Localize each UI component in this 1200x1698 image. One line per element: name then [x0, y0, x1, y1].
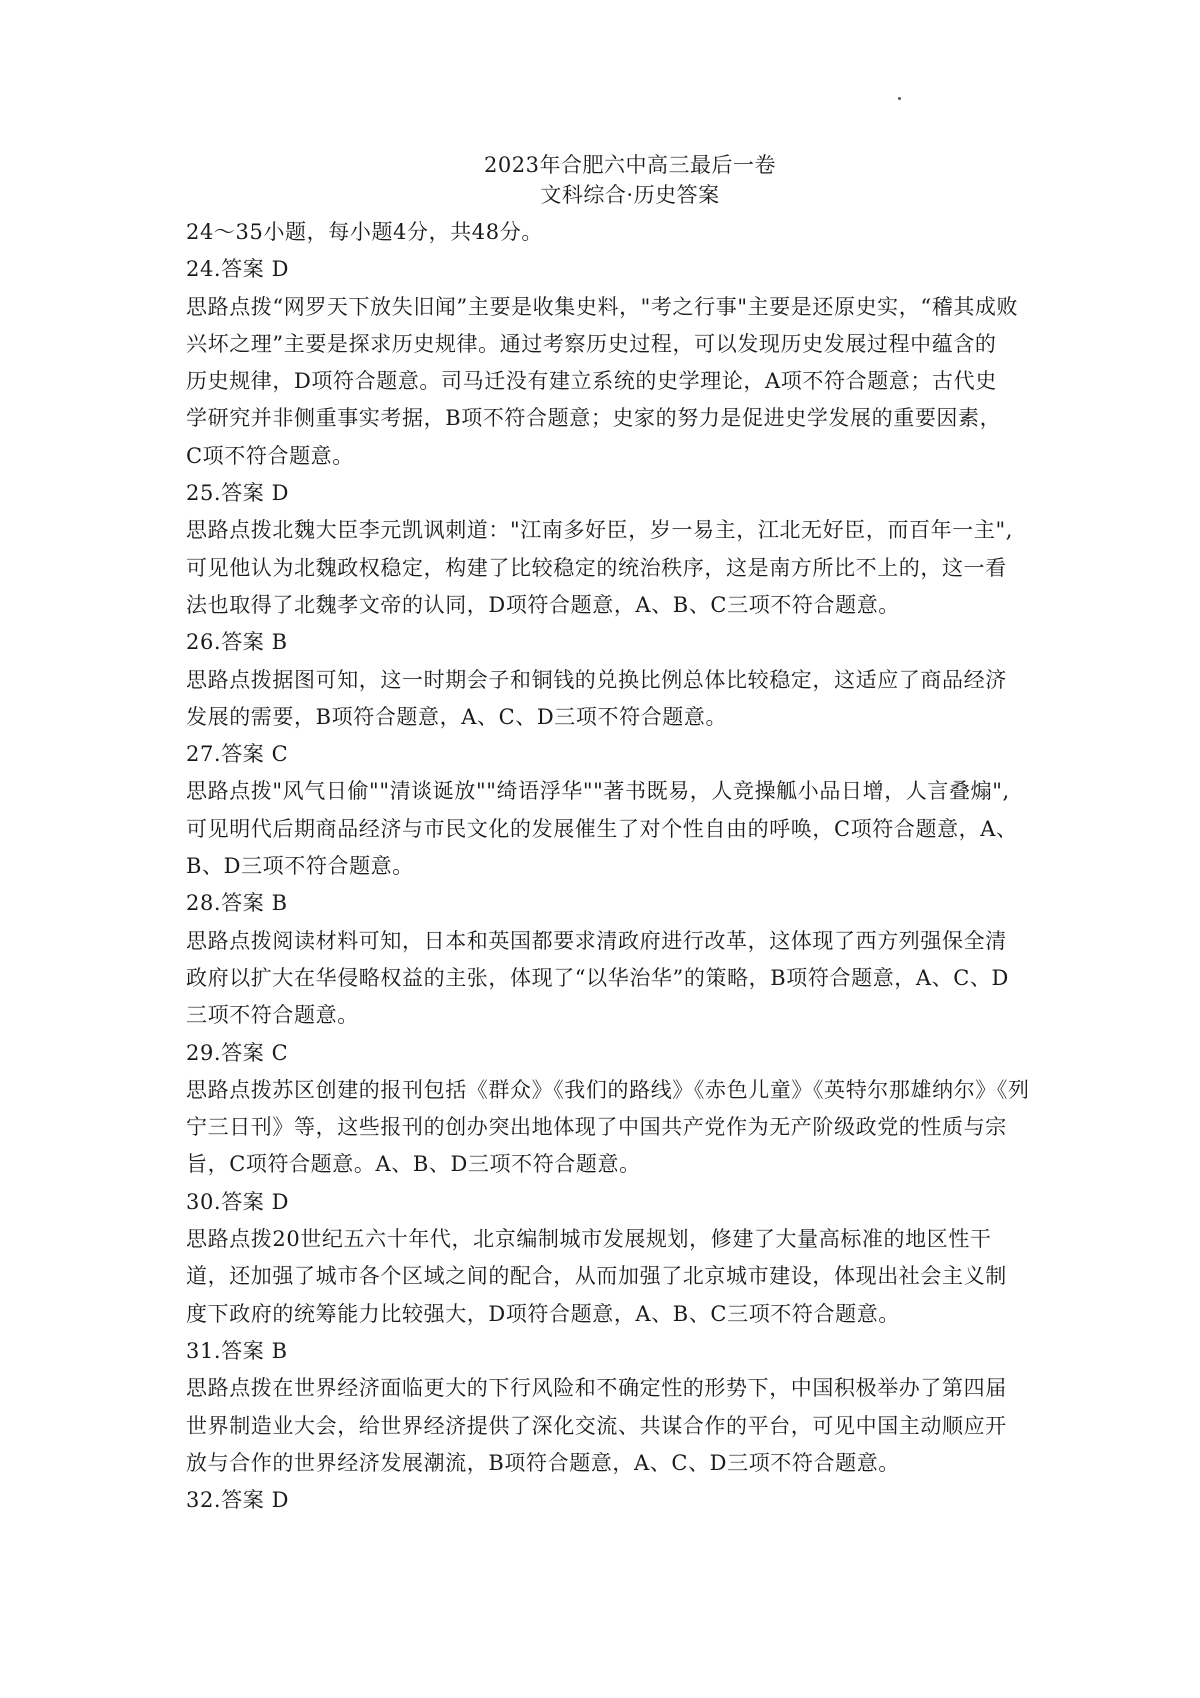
explanation-line: 可见明代后期商品经济与市民文化的发展催生了对个性自由的呼唤，C项符合题意，A、 [186, 816, 1018, 841]
answer-heading: 29.答案 C [186, 1040, 289, 1065]
answer-heading: 26.答案 B [186, 630, 288, 655]
answer-heading: 31.答案 B [186, 1338, 288, 1363]
explanation-line: 思路点拨“网罗天下放失旧闻”主要是收集史料，"考之行事"主要是还原史实，“稽其成败 [186, 294, 1019, 319]
answer-item [186, 251, 1036, 475]
answer-heading: 30.答案 D [186, 1189, 290, 1214]
explanation-line: 世界制造业大会，给世界经济提供了深化交流、共谋合作的平台，可见中国主动顺应开 [186, 1413, 1007, 1438]
explanation-line: 发展的需要，B项符合题意，A、C、D三项不符合题意。 [186, 704, 728, 729]
explanation-line: 度下政府的统筹能力比较强大，D项符合题意，A、B、C三项不符合题意。 [186, 1301, 900, 1326]
answer-item [186, 1482, 1036, 1519]
explanation-line: 思路点拨据图可知，这一时期会子和铜钱的兑换比例总体比较稳定，这适应了商品经济 [186, 667, 1007, 692]
explanation-line: 法也取得了北魏孝文帝的认同，D项符合题意，A、B、C三项不符合题意。 [186, 592, 900, 617]
scan-dot [898, 97, 901, 100]
explanation-line: C项不符合题意。 [186, 443, 354, 468]
explanation-line: 思路点拨阅读材料可知，日本和英国都要求清政府进行改革，这体现了西方列强保全清 [186, 928, 1007, 953]
answer-item [186, 736, 1036, 885]
answer-item [186, 1184, 1036, 1333]
answer-item [186, 885, 1036, 1034]
document-title: 2023年合肥六中高三最后一卷 [484, 153, 776, 177]
document-subtitle: 文科综合·历史答案 [540, 183, 720, 207]
explanation-line: B、D三项不符合题意。 [186, 854, 414, 879]
explanation-line: 思路点拨"风气日偷""清谈诞放""绮语浮华""著书既易，人竞操觚小品日增，人言叠煽", [186, 779, 1010, 804]
explanation-line: 道，还加强了城市各个区域之间的配合，从而加强了北京城市建设，体现出社会主义制 [186, 1264, 1007, 1289]
answer-heading: 27.答案 C [186, 742, 289, 767]
answer-item [186, 475, 1036, 624]
explanation-line: 思路点拨苏区创建的报刊包括《群众》《我们的路线》《赤色儿童》《英特尔那雄纳尔》《列 [186, 1077, 1030, 1102]
explanation-line: 思路点拨20世纪五六十年代，北京编制城市发展规划，修建了大量高标准的地区性干 [186, 1227, 992, 1252]
explanation-line: 学研究并非侧重事实考据，B项不符合题意；史家的努力是促进史学发展的重要因素， [186, 406, 1002, 431]
answer-heading: 24.答案 D [186, 257, 290, 282]
explanation-line: 宁三日刊》等，这些报刊的创办突出地体现了中国共产党作为无产阶级政党的性质与宗 [186, 1115, 1007, 1140]
answer-item [186, 1035, 1036, 1184]
explanation-line: 旨，C项符合题意。A、B、D三项不符合题意。 [186, 1152, 641, 1177]
scoring-intro: 24～35小题，每小题4分，共48分。 [186, 220, 543, 244]
explanation-line: 兴坏之理”主要是探求历史规律。通过考察历史过程，可以发现历史发展过程中蕴含的 [186, 331, 997, 356]
explanation-line: 历史规律，D项符合题意。司马迁没有建立系统的史学理论，A项不符合题意；古代史 [186, 369, 997, 394]
explanation-line: 政府以扩大在华侵略权益的主张，体现了“以华治华”的策略，B项符合题意，A、C、D [186, 965, 1009, 990]
answer-heading: 32.答案 D [186, 1488, 290, 1513]
answer-heading: 25.答案 D [186, 481, 290, 506]
answer-heading: 28.答案 B [186, 891, 288, 916]
explanation-line: 思路点拨在世界经济面临更大的下行风险和不确定性的形势下，中国积极举办了第四届 [186, 1376, 1007, 1401]
explanation-line: 放与合作的世界经济发展潮流，B项符合题意，A、C、D三项不符合题意。 [186, 1450, 900, 1475]
answer-sheet [186, 150, 1036, 1519]
explanation-line: 思路点拨北魏大臣李元凯讽刺道："江南多好臣，岁一易主，江北无好臣，而百年一主", [186, 518, 1013, 543]
answer-list [186, 251, 1036, 1519]
explanation-line: 三项不符合题意。 [186, 1003, 359, 1028]
answer-item [186, 1333, 1036, 1482]
explanation-line: 可见他认为北魏政权稳定，构建了比较稳定的统治秩序，这是南方所比不上的，这一看 [186, 555, 1007, 580]
answer-item [186, 624, 1036, 736]
